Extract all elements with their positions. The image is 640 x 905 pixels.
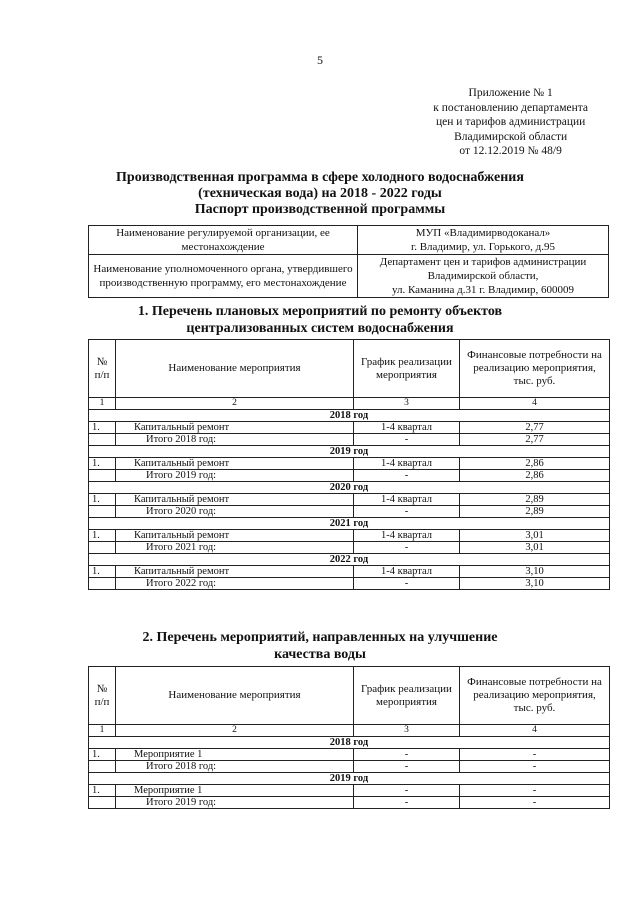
col-index: 2 xyxy=(116,398,354,410)
table-header-row xyxy=(89,667,610,725)
total-cost: 3,01 xyxy=(460,542,610,554)
row-number xyxy=(89,578,116,590)
passport-value xyxy=(358,255,609,298)
row-number: 1. xyxy=(89,494,116,506)
year-row xyxy=(89,773,610,785)
activity-name: Капитальный ремонт xyxy=(116,458,354,470)
col-index: 2 xyxy=(116,725,354,737)
activity-cost: 2,86 xyxy=(460,458,610,470)
year-label: 2021 год xyxy=(89,518,610,530)
activity-cost: - xyxy=(460,749,610,761)
total-cost: 2,89 xyxy=(460,506,610,518)
total-row xyxy=(89,470,610,482)
year-label: 2022 год xyxy=(89,554,610,566)
total-row xyxy=(89,797,610,809)
passport-row xyxy=(89,226,609,255)
section-title-line: 1. Перечень плановых мероприятий по ремонту объектов xyxy=(137,304,503,319)
passport-heading: Паспорт производственной программы xyxy=(194,202,446,217)
passport-value-line: Департамент цен и тарифов администрации xyxy=(379,256,587,268)
activity-schedule: - xyxy=(354,749,460,761)
activity-name: Капитальный ремонт xyxy=(116,566,354,578)
activity-cost: - xyxy=(460,785,610,797)
col-header-schedule: График реализации мероприятия xyxy=(354,667,460,725)
document-title xyxy=(60,170,580,218)
quality-table xyxy=(88,666,610,809)
total-row xyxy=(89,542,610,554)
appendix-line: цен и тарифов администрации xyxy=(436,116,586,128)
table-row xyxy=(89,458,610,470)
activity-cost: 2,89 xyxy=(460,494,610,506)
col-header-number: № п/п xyxy=(89,340,116,398)
column-number-row xyxy=(89,398,610,410)
total-label: Итого 2018 год: xyxy=(116,761,354,773)
total-label: Итого 2021 год: xyxy=(116,542,354,554)
passport-row xyxy=(89,255,609,298)
passport-label: Наименование уполномоченного органа, утвердившего производственную программу, его местонахождение xyxy=(89,255,358,298)
passport-value xyxy=(358,226,609,255)
total-schedule: - xyxy=(354,470,460,482)
col-header-cost: Финансовые потребности на реализацию мероприятия, тыс. руб. xyxy=(460,340,610,398)
table-row xyxy=(89,785,610,797)
col-index: 1 xyxy=(89,398,116,410)
passport-value-line: МУП «Владимирводоканал» xyxy=(415,227,551,239)
year-row xyxy=(89,518,610,530)
repair-table xyxy=(88,339,610,590)
total-label: Итого 2019 год: xyxy=(116,797,354,809)
year-row xyxy=(89,482,610,494)
passport-value-line: ул. Каманина д.31 г. Владимир, 600009 xyxy=(391,284,575,296)
section-2-title xyxy=(60,629,580,663)
activity-schedule: 1-4 квартал xyxy=(354,530,460,542)
col-header-cost: Финансовые потребности на реализацию мероприятия, тыс. руб. xyxy=(460,667,610,725)
total-row xyxy=(89,506,610,518)
row-number xyxy=(89,761,116,773)
col-index: 4 xyxy=(460,725,610,737)
row-number xyxy=(89,797,116,809)
table-row xyxy=(89,566,610,578)
year-label: 2018 год xyxy=(89,737,610,749)
title-line: Производственная программа в сфере холодного водоснабжения xyxy=(116,170,524,185)
col-header-schedule: График реализации мероприятия xyxy=(354,340,460,398)
passport-label: Наименование регулируемой организации, ее местонахождение xyxy=(89,226,358,255)
activity-schedule: 1-4 квартал xyxy=(354,494,460,506)
total-cost: 3,10 xyxy=(460,578,610,590)
year-label: 2019 год xyxy=(89,446,610,458)
section-title-line: качества воды xyxy=(274,647,366,662)
col-index: 3 xyxy=(354,725,460,737)
year-row xyxy=(89,410,610,422)
year-label: 2019 год xyxy=(89,773,610,785)
activity-cost: 2,77 xyxy=(460,422,610,434)
total-cost: 2,77 xyxy=(460,434,610,446)
row-number: 1. xyxy=(89,566,116,578)
page-number: 5 xyxy=(317,53,323,67)
activity-schedule: 1-4 квартал xyxy=(354,422,460,434)
activity-name: Мероприятие 1 xyxy=(116,785,354,797)
appendix-line: Владимирской области xyxy=(454,130,568,143)
total-schedule: - xyxy=(354,761,460,773)
activity-cost: 3,10 xyxy=(460,566,610,578)
passport-table xyxy=(88,225,609,298)
appendix-block xyxy=(433,86,588,159)
table-row xyxy=(89,494,610,506)
total-schedule: - xyxy=(354,434,460,446)
activity-schedule: 1-4 квартал xyxy=(354,566,460,578)
col-header-name: Наименование мероприятия xyxy=(116,340,354,398)
total-schedule: - xyxy=(354,542,460,554)
row-number xyxy=(89,542,116,554)
row-number xyxy=(89,506,116,518)
activity-name: Капитальный ремонт xyxy=(116,494,354,506)
row-number: 1. xyxy=(89,458,116,470)
total-row xyxy=(89,434,610,446)
year-label: 2018 год xyxy=(89,410,610,422)
row-number: 1. xyxy=(89,785,116,797)
row-number: 1. xyxy=(89,530,116,542)
activity-schedule: 1-4 квартал xyxy=(354,458,460,470)
section-1-title xyxy=(60,303,580,337)
total-label: Итого 2022 год: xyxy=(116,578,354,590)
col-header-name: Наименование мероприятия xyxy=(116,667,354,725)
total-cost: - xyxy=(460,797,610,809)
passport-value-line: Владимирской области, xyxy=(427,270,539,282)
col-index: 3 xyxy=(354,398,460,410)
table-header-row xyxy=(89,340,610,398)
total-cost: - xyxy=(460,761,610,773)
col-index: 1 xyxy=(89,725,116,737)
total-schedule: - xyxy=(354,578,460,590)
year-row xyxy=(89,554,610,566)
activity-cost: 3,01 xyxy=(460,530,610,542)
activity-schedule: - xyxy=(354,785,460,797)
total-row xyxy=(89,761,610,773)
row-number: 1. xyxy=(89,422,116,434)
total-label: Итого 2019 год: xyxy=(116,470,354,482)
total-label: Итого 2020 год: xyxy=(116,506,354,518)
total-row xyxy=(89,578,610,590)
year-label: 2020 год xyxy=(89,482,610,494)
total-label: Итого 2018 год: xyxy=(116,434,354,446)
table-row xyxy=(89,422,610,434)
activity-name: Капитальный ремонт xyxy=(116,422,354,434)
col-index: 4 xyxy=(460,398,610,410)
section-title-line: 2. Перечень мероприятий, направленных на улучшение xyxy=(142,630,498,645)
table-row xyxy=(89,530,610,542)
section-title-line: централизованных систем водоснабжения xyxy=(186,321,454,336)
activity-name: Мероприятие 1 xyxy=(116,749,354,761)
total-schedule: - xyxy=(354,797,460,809)
total-cost: 2,86 xyxy=(460,470,610,482)
row-number xyxy=(89,434,116,446)
column-number-row xyxy=(89,725,610,737)
title-line: (техническая вода) на 2018 - 2022 годы xyxy=(198,186,442,201)
appendix-line: к постановлению департамента xyxy=(433,101,588,114)
activity-name: Капитальный ремонт xyxy=(116,530,354,542)
year-row xyxy=(89,737,610,749)
appendix-line: от 12.12.2019 № 48/9 xyxy=(459,145,562,157)
appendix-line: Приложение № 1 xyxy=(468,87,553,99)
row-number xyxy=(89,470,116,482)
total-schedule: - xyxy=(354,506,460,518)
row-number: 1. xyxy=(89,749,116,761)
col-header-number: № п/п xyxy=(89,667,116,725)
year-row xyxy=(89,446,610,458)
table-row xyxy=(89,749,610,761)
passport-value-line: г. Владимир, ул. Горького, д.95 xyxy=(410,241,556,253)
